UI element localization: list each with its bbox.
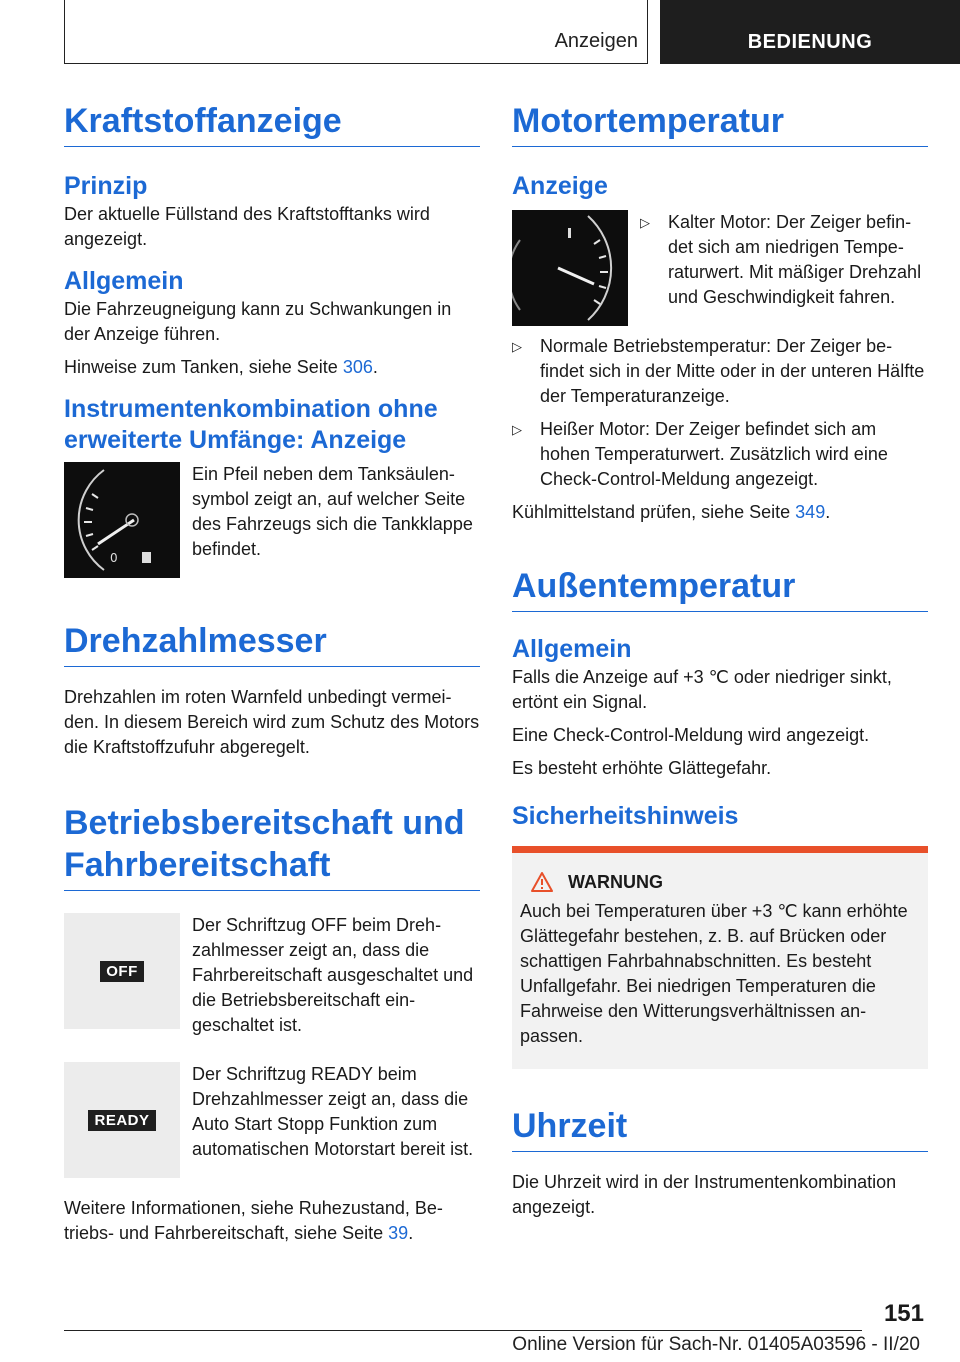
warning-triangle-icon: [530, 871, 554, 893]
svg-text:0: 0: [110, 551, 118, 565]
warning-box: [512, 846, 928, 1069]
chapter-tab: BEDIENUNG: [660, 0, 960, 64]
warning-label: WARNUNG: [568, 871, 663, 892]
outside-general-heading: Allgemein: [512, 635, 632, 663]
outside-title: Außentemperatur: [512, 565, 928, 612]
outside-text-3: Es besteht erhöhte Glättegefahr.: [512, 758, 772, 778]
ready-page-link[interactable]: 39: [388, 1223, 409, 1243]
header-section-title: Anzeigen: [554, 30, 638, 52]
refuel-page-link[interactable]: 306: [342, 357, 373, 377]
tacho-text: Drehzahlen im roten Warnfeld unbedingt vermeiden. In diesem Bereich wird zum Schutz des Motors die Kraftstoffzufuhr abgeregelt.: [64, 687, 480, 757]
ready-title: Betriebsbereitschaft und Fahrbereitschaft: [64, 802, 480, 891]
clock-text: Die Uhrzeit wird in der Instrumentenkombination angezeigt.: [512, 1172, 897, 1217]
ready-indicator-image: [64, 1062, 180, 1178]
ready-more-text: Weitere Informationen, siehe Ruhezustand, Betriebs- und Fahrbereitschaft, siehe Seite 39.: [64, 1198, 443, 1243]
list-item: ▷ Heißer Motor: Der Zeiger befindet sich am hohen Temperaturwert. Zusätzlich wird eine Check-Control-Meldung angezeigt.: [512, 419, 888, 489]
principle-heading: Prinzip: [64, 172, 148, 200]
ready-badge: READY: [88, 1110, 155, 1131]
outside-text-1: Falls die Anzeige auf +3 ℃ oder niedriger sinkt, ertönt ein Signal.: [512, 667, 892, 712]
ready-row: [64, 1062, 480, 1178]
engine-list-first: [640, 210, 928, 326]
cluster-heading: Instrumentenkombination ohne erweiterte Umfänge: Anzeige: [64, 395, 438, 454]
list-item: ▷ Normale Betriebstemperatur: Der Zeiger befindet sich in der Mitte oder in der unteren Hälfte der Temperaturanzeige.: [512, 336, 925, 406]
engine-display-heading: Anzeige: [512, 172, 608, 200]
off-text: Der Schriftzug OFF beim Drehzahlmesser zeigt an, dass die Fahrbereitschaft ausgeschaltet und die Betriebsbereitschaft eingeschaltet ist.: [192, 915, 474, 1035]
fuel-general-heading: Allgemein: [64, 267, 184, 295]
triangle-right-icon: ▷: [512, 339, 522, 354]
temperature-gauge-image: [512, 210, 628, 326]
principle-text: Der aktuelle Füllstand des Kraftstofftanks wird angezeigt.: [64, 204, 430, 249]
ready-text: Der Schriftzug READY beim Drehzahlmesser zeigt an, dass die Auto Start Stopp Funktion zum automatischen Motorstart bereit ist.: [192, 1064, 474, 1159]
fuel-title: Kraftstoffanzeige: [64, 100, 480, 147]
coolant-page-link[interactable]: 349: [795, 502, 826, 522]
refuel-text: Hinweise zum Tanken, siehe Seite 306.: [64, 357, 378, 377]
left-column: [64, 100, 480, 1246]
cluster-text: Ein Pfeil neben dem Tanksäulensymbol zeigt an, auf welcher Seite des Fahrzeugs sich die Tankklappe befindet.: [192, 464, 473, 559]
outside-text-2: Eine Check-Control-Meldung wird angezeigt.: [512, 725, 870, 745]
list-item: ▷ Kalter Motor: Der Zeiger befindet sich am niedrigen Temperaturwert. Mit mäßiger Drehzahl und Geschwindigkeit fahren.: [640, 212, 922, 307]
right-column: [512, 100, 928, 1220]
triangle-right-icon: ▷: [512, 422, 522, 437]
page-number: 151: [883, 1300, 924, 1327]
footer-divider: [64, 1330, 862, 1331]
safety-heading: Sicherheitshinweis: [512, 802, 739, 830]
clock-title: Uhrzeit: [512, 1105, 928, 1152]
engine-title: Motortemperatur: [512, 100, 928, 147]
off-row: [64, 913, 480, 1038]
fuel-general-text: Die Fahrzeugneigung kann zu Schwankungen in der Anzeige führen.: [64, 299, 452, 344]
tacho-title: Drehzahlmesser: [64, 620, 480, 667]
coolant-text: Kühlmittelstand prüfen, siehe Seite 349.: [512, 502, 831, 522]
off-badge: OFF: [100, 961, 144, 982]
off-indicator-image: [64, 913, 180, 1029]
engine-list-rest: [512, 334, 928, 492]
warning-text: Auch bei Temperaturen über +3 ℃ kann erhöhte Glättegefahr bestehen, z. B. auf Brücken oder schattigen Fahrbahnabschnitten. Es besteht Unfallgefahr. Bei niedrigen Temperaturen die Fahrweise den Witterungsverhältnissen anpassen.: [520, 901, 908, 1046]
triangle-right-icon: ▷: [640, 215, 650, 230]
fuel-gauge-image: [64, 462, 180, 578]
engine-first-row: [512, 210, 928, 326]
warning-header: [530, 871, 920, 893]
fuel-gauge-row: [64, 462, 480, 578]
footer-text: Online Version für Sach-Nr. 01405A03596 - II/20: [512, 1334, 920, 1355]
